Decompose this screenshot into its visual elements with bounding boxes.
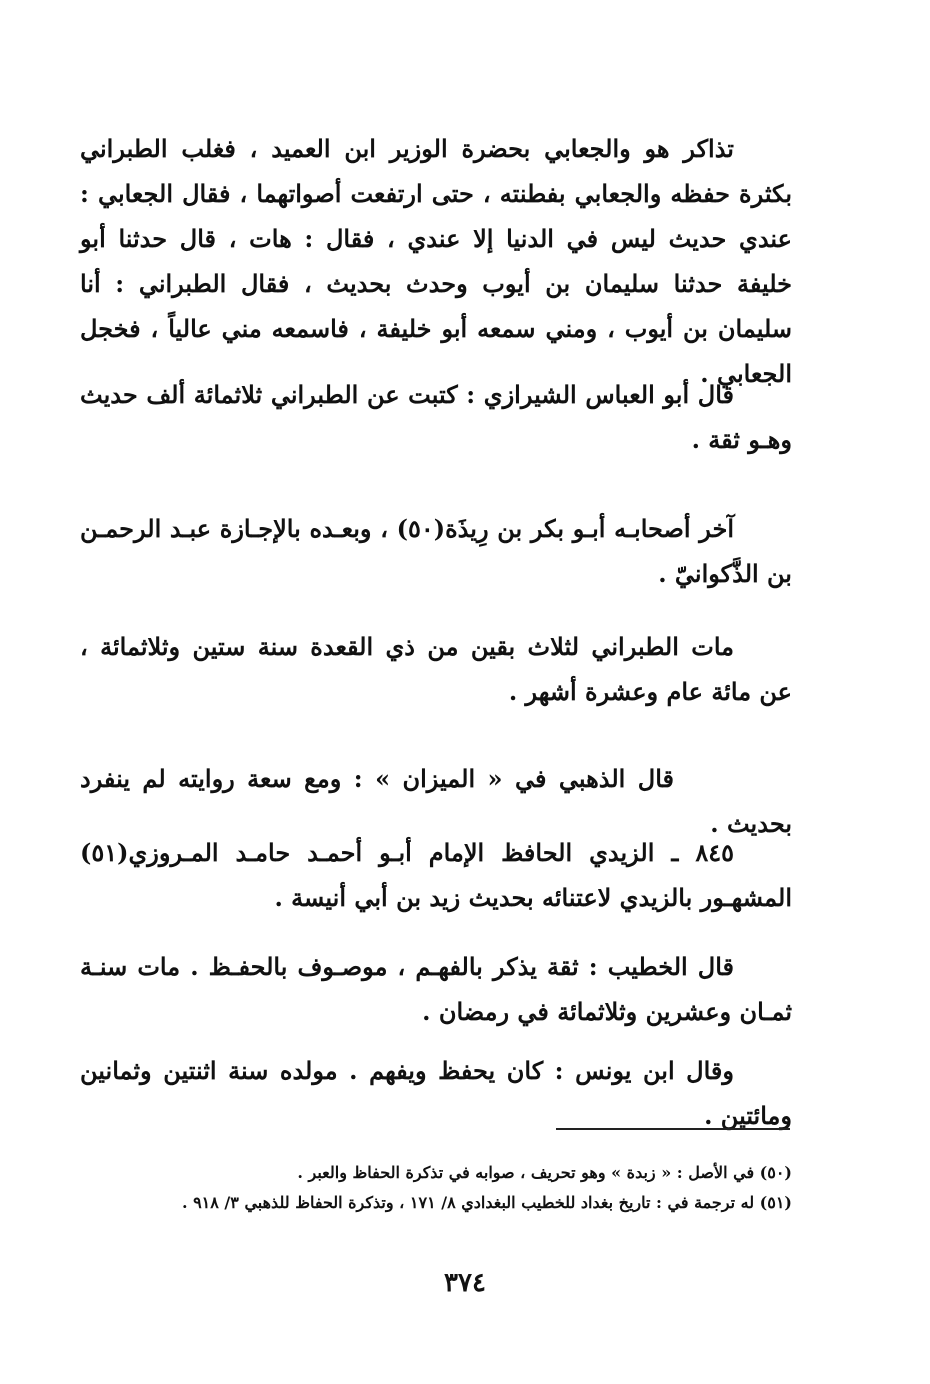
paragraph-ibn-yunus-quote: وقال ابن يونس : كان يحفظ ويفهم . مولده سنة اثنتين وثمانين ومائتين . [80, 1056, 792, 1130]
paragraph-dhahabi-quote: قال الذهبي في « الميزان » : ومع سعة روايته لم ينفرد بحديث . [80, 764, 792, 838]
footnote-51: (٥١) له ترجمة في : تاريخ بغداد للخطيب البغدادي ٨/ ١٧١ ، وتذكرة الحفاظ للذهبي ٣/ ٩١٨ . [181, 1193, 792, 1212]
paragraph-shirazi-quote: قال أبو العباس الشيرازي : كتبت عن الطبراني ثلاثمائة ألف حديث وهـو ثقة . [80, 380, 792, 454]
footnote-divider [556, 1128, 790, 1130]
paragraph-death-of-tabarani: مات الطبراني لثلاث بقين من ذي القعدة سنة ستين وثلاثمائة ، عن مائة عام وعشرة أشهر . [80, 632, 792, 706]
paragraph-entry-845: ٨٤٥ ـ الزيدي الحافظ الإمام أبـو أحمـد حامـد المـروزي(٥١) المشهـور بالزيدي لاعتنائه بحديث زيد بن أبي أنيسة . [80, 838, 792, 912]
paragraph-last-companions: آخر أصحابـه أبـو بكر بن رِيذَة(٥٠) ، وبعـده بالإجـازة عبـد الرحمـن بن الذَّكوانيّ . [80, 514, 792, 588]
paragraph-tabarani-debate: تذاكر هو والجعابي بحضرة الوزير ابن العميد ، فغلب الطبراني بكثرة حفظه والجعابي بفطنته ، حتى ارتفعت أصواتهما ، فقال الجعابي : عندي حديث ليس في الدنيا إلا عندي ، فقال : هات ، قال حدثنا أبو خليفة حدثنا سليمان بن أيوب وحدث بحديث ، فقال الطبراني : أنا سليمان بن أيوب ، ومني سمعه أبو خليفة ، فاسمعه مني عالياً ، فخجل الجعابي . [80, 134, 792, 388]
page-number: ٣٧٤ [444, 1268, 486, 1298]
footnote-50: (٥٠) في الأصل : « زبدة » وهو تحريف ، صوابه في تذكرة الحفاظ والعبر . [297, 1163, 792, 1182]
footnotes [80, 1158, 792, 1218]
paragraph-khatib-quote: قال الخطيب : ثقة يذكر بالفهـم ، موصـوف بالحفـظ . مات سنـة ثمـان وعشرين وثلاثمائة في رمضان . [80, 952, 792, 1026]
